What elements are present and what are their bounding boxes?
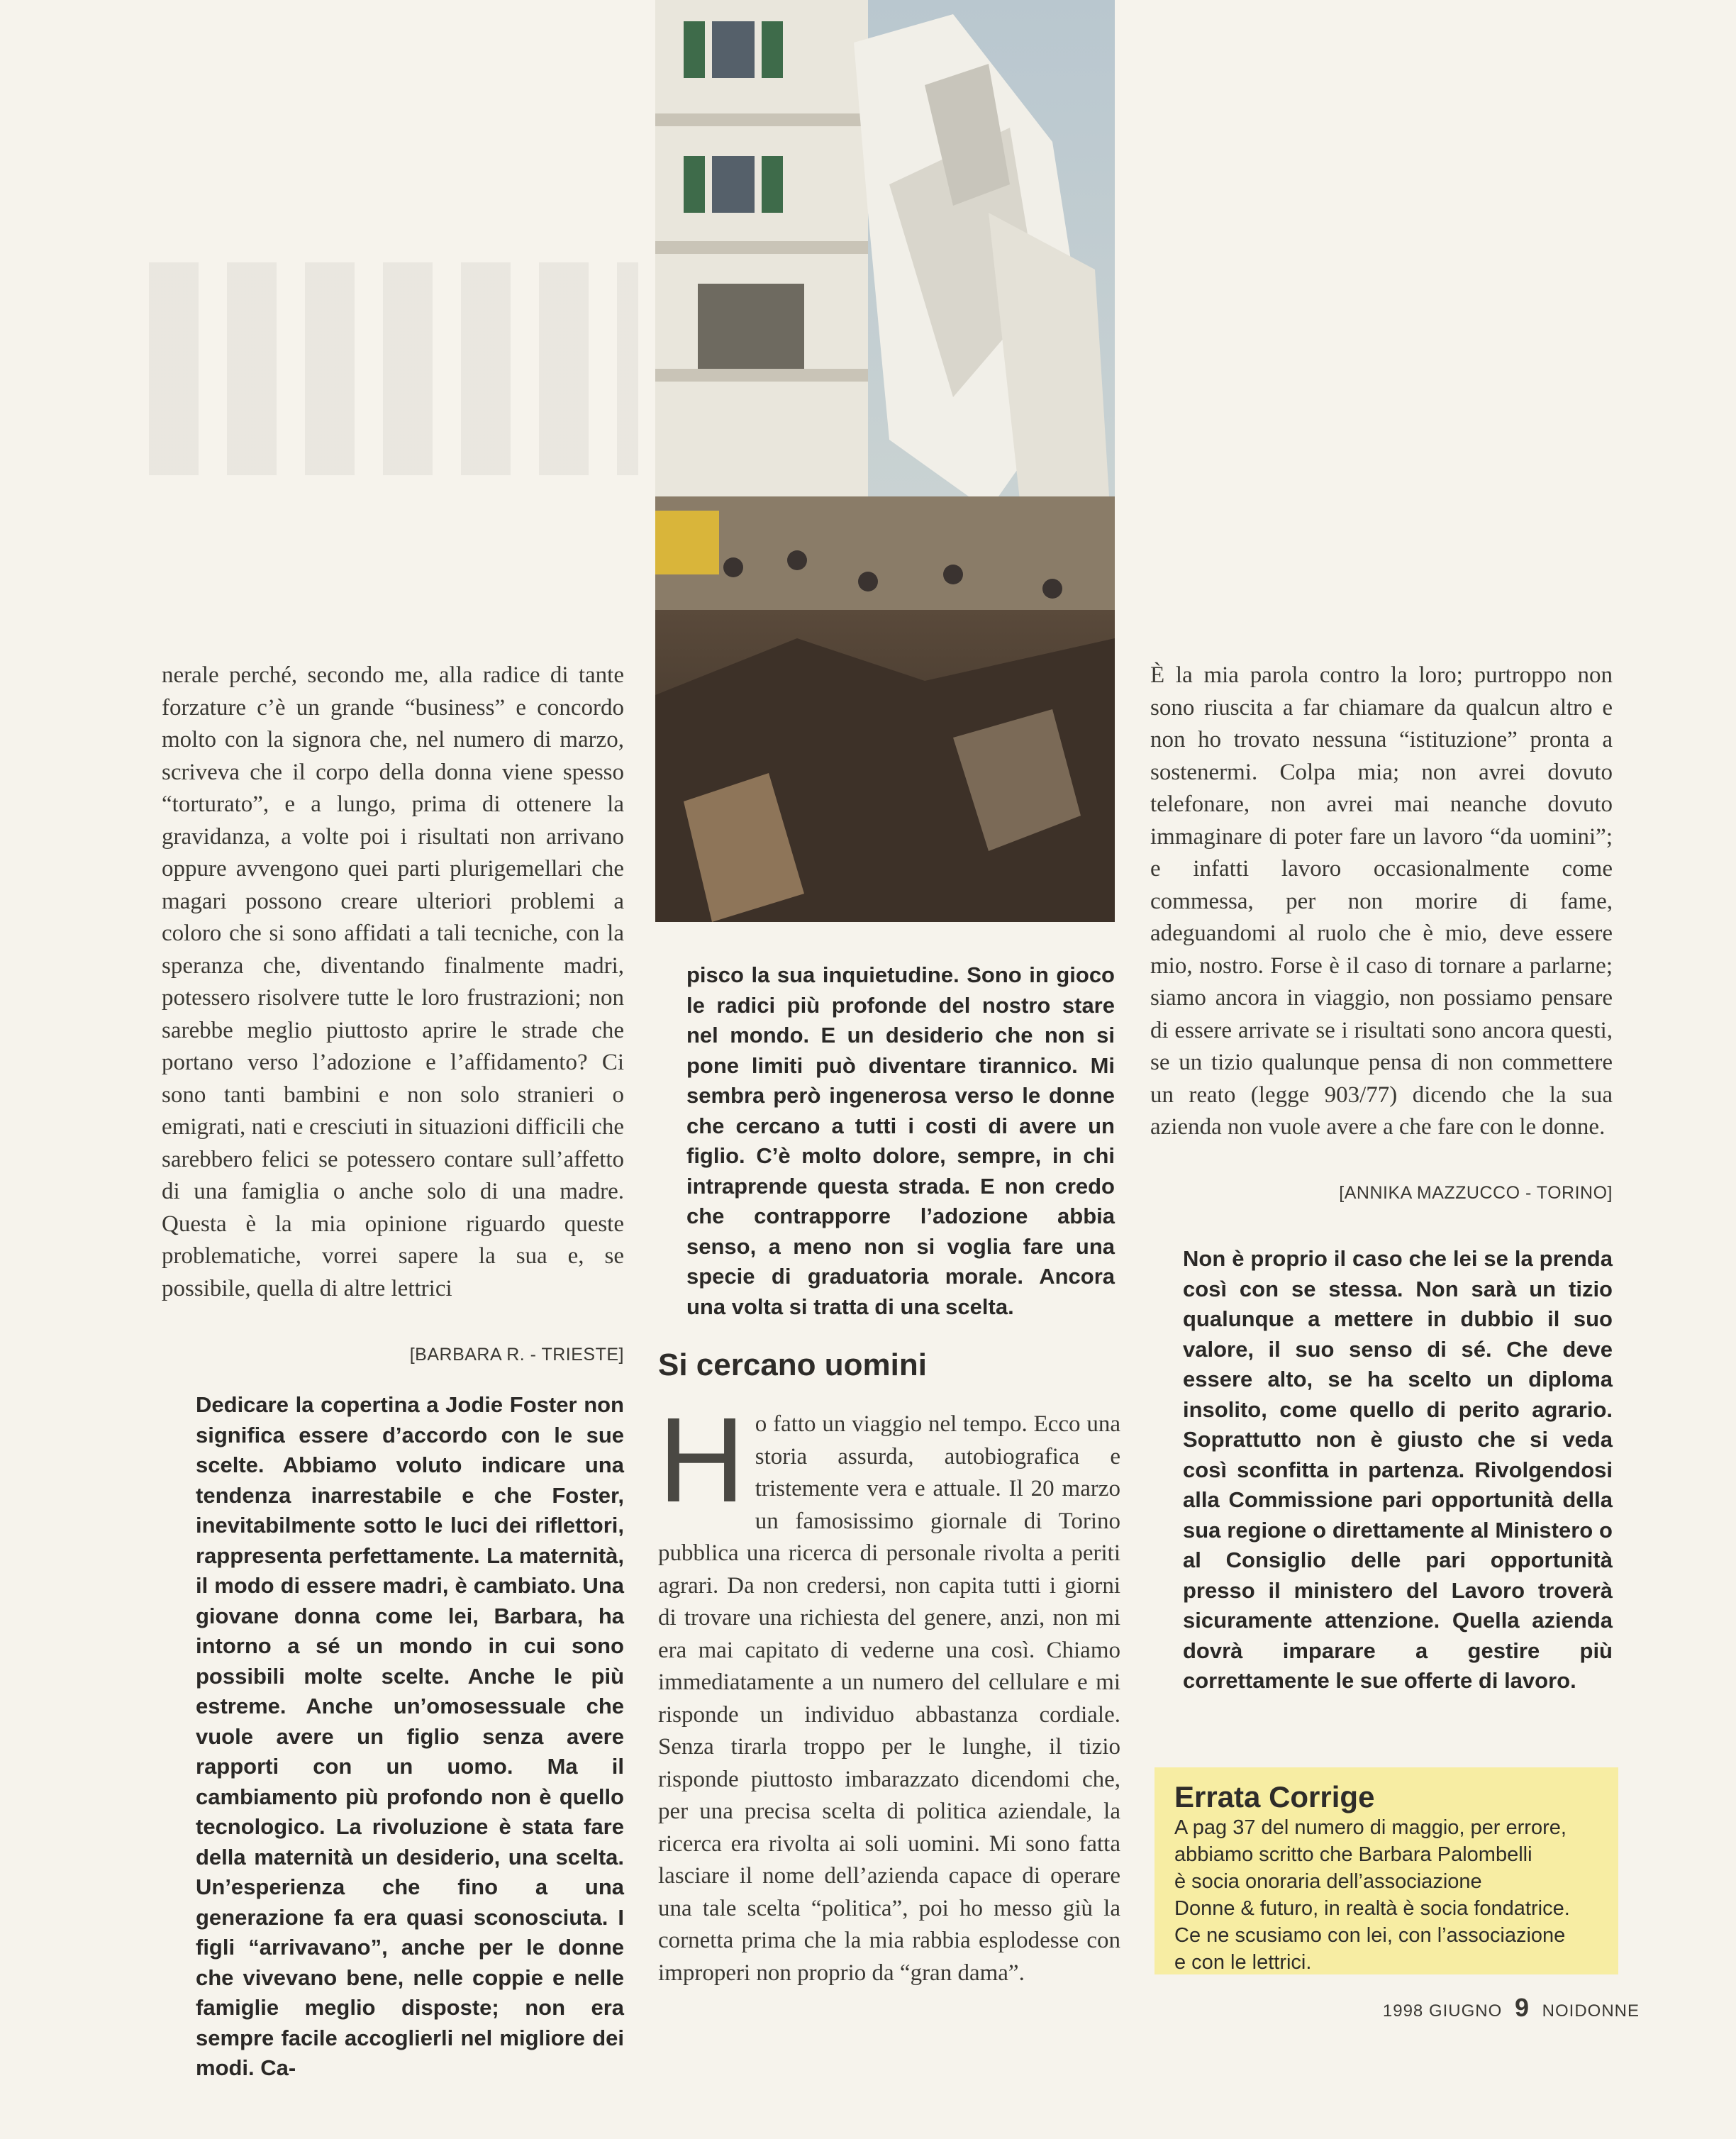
errata-line: Ce ne scusiamo con lei, con l’associazione <box>1174 1924 1566 1947</box>
errata-line: e con le lettrici. <box>1174 1951 1312 1974</box>
faded-background-print <box>149 262 638 475</box>
section-heading: Si cercano uomini <box>658 1348 927 1382</box>
errata-line: Donne & futuro, in realtà è socia fondatrice. <box>1174 1897 1570 1920</box>
letter-barbara-text: nerale perché, secondo me, alla radice di tante forzature c’è un grande “business” e concordo molto con la signora che, nel numero di marzo, scriveva che il corpo della donna viene spesso “torturato”, e a lungo, prima di ottenere la gravidanza, a volte poi i risultati non arrivano oppure avvengono quei parti plurigemellari che magari possono creare ulteriori problemi a coloro che si sono affidati a tali tecniche, con la speranza che, diventando finalmente madri, potessero risolvere tutte le loro frustrazioni; non sarebbe meglio piuttosto aprire le strade che portano verso l’adozione e l’affidamento? Ci sono tanti bambini e non solo stranieri o emigrati, nati e cresciuti in situazioni difficili che sarebbero felici se potessero contare sull’affetto di una famiglia o anche solo di una madre. Questa è la mia opinione riguardo queste problematiche, vorrei sapere la sua e, se possibile, quella di altre lettrici <box>162 662 624 1301</box>
errata-corrige-box <box>1154 1767 1618 1974</box>
errata-title: Errata Corrige <box>1174 1780 1375 1813</box>
letter-annika-continued: È la mia parola contro la loro; purtroppo non sono riuscita a far chiamare da qualcun altro e non ho trovato nessuna “istituzione” pronta a sostenermi. Colpa mia; non avrei dovuto telefonare, non avrei mai neanche dovuto immaginare di poter fare un lavoro “da uomini”; e infatti lavoro occasionalmente come commessa, per non morire di fame, adeguandomi al ruolo che è mio, deve essere mio, nostro. Forse è il caso di tornare a parlarne; siamo ancora in viaggio, non possiamo pensare di essere arrivate se i risultati sono ancora questi, se un tizio qualunque pensa di non commettere un reato (legge 903/77) dicendo che la sua azienda non vuole avere a che fare con le donne. <box>1150 662 1613 1140</box>
rubble-photo <box>655 0 1115 922</box>
drop-cap: H <box>658 1393 745 1528</box>
page-footer <box>1383 1993 1640 2023</box>
errata-line: abbiamo scritto che Barbara Palombelli <box>1174 1843 1532 1866</box>
signature-barbara: [BARBARA R. - TRIESTE] <box>409 1345 624 1365</box>
errata-line: A pag 37 del numero di maggio, per errore, <box>1174 1816 1567 1839</box>
reply-annika-text: Non è proprio il caso che lei se la prenda così con se stessa. Non sarà un tizio qualunque a mettere in dubbio il suo valore, il suo senso di sé. Che deve essere alto, se ha scelto un diploma insolito, come quello di perito agrario. Soprattutto non è giusto che si veda così sconfitta in partenza. Rivolgendosi alla Commissione pari opportunità della sua regione o direttamente al Ministero o al Consiglio delle pari opportunità presso il ministero del Lavoro troverà sicuramente attenzione. Quella azienda dovrà imparare a gestire più correttamente le sue offerte di lavoro. <box>1183 1246 1613 1693</box>
rubble-photo-illustration <box>655 0 1115 922</box>
page-number: 9 <box>1514 1993 1530 2022</box>
errata-line: è socia onoraria dell’associazione <box>1174 1870 1482 1893</box>
footer-month: GIUGNO <box>1428 2001 1503 2021</box>
signature-annika: [ANNIKA MAZZUCCO - TORINO] <box>1339 1183 1613 1203</box>
reply-barbara-continued: pisco la sua inquietudine. Sono in gioco le radici più profonde del nostro stare nel mondo. E un desiderio che non si pone limiti può diventare tirannico. Mi sembra però ingenerosa verso le donne che cercano a tutti i costi di avere un figlio. C’è molto dolore, sempre, in chi intraprende questa strada. E non credo che contrapporre l’adozione abbia senso, a meno non si voglia fare una specie di graduatoria morale. Ancora una volta si tratta di una scelta. <box>686 962 1115 1319</box>
letter-annika-text: o fatto un viaggio nel tempo. Ecco una storia assurda, autobiografica e tristemente vera e attuale. Il 20 marzo un famosissimo giornale di Torino pubblica una ricerca di personale rivolta a periti agrari. Da non credersi, non capita tutti i giorni di trovare una richiesta del genere, anzi, non mi era mai capitato di vederne una così. Chiamo immediatamente a un numero del cellulare e mi risponde un individuo abbastanza cordiale. Senza tirarla troppo per le lunghe, il tizio risponde piuttosto imbarazzato dicendomi che, per una precisa scelta di politica aziendale, la ricerca era rivolta ai soli uomini. Mi sono fatta lasciare il nome dell’azienda capace di operare una tale scelta “politica”, poi ho messo giù la cornetta prima che la mia rabbia esplodesse con improperi non proprio da “gran dama”. <box>658 1411 1120 1986</box>
reply-barbara-text: Dedicare la copertina a Jodie Foster non significa essere d’accordo con le sue scelte. Abbiamo voluto indicare una tendenza inarrestabile e che Foster, inevitabilmente sotto le luci dei riflettori, rappresenta perfettamente. La maternità, il modo di essere madri, è cambiato. Una giovane donna come lei, Barbara, ha intorno a sé un mondo in cui sono possibili molte scelte. Anche le più estreme. Anche un’omosessuale che vuole avere un figlio senza avere rapporti con un uomo. Ma il cambiamento più profondo non è quello tecnologico. La rivoluzione è stata fare della maternità un desiderio, una scelta. Un’esperienza che fino a una generazione fa era quasi sconosciuta. I figli “arrivavano”, anche per le donne che vivevano bene, nelle coppie e nelle famiglie meglio disposte; non era sempre facile accoglierli nel migliore dei modi. Ca- <box>196 1392 624 2080</box>
magazine-name: NOIDONNE <box>1542 2001 1640 2021</box>
footer-year: 1998 <box>1382 2001 1424 2021</box>
